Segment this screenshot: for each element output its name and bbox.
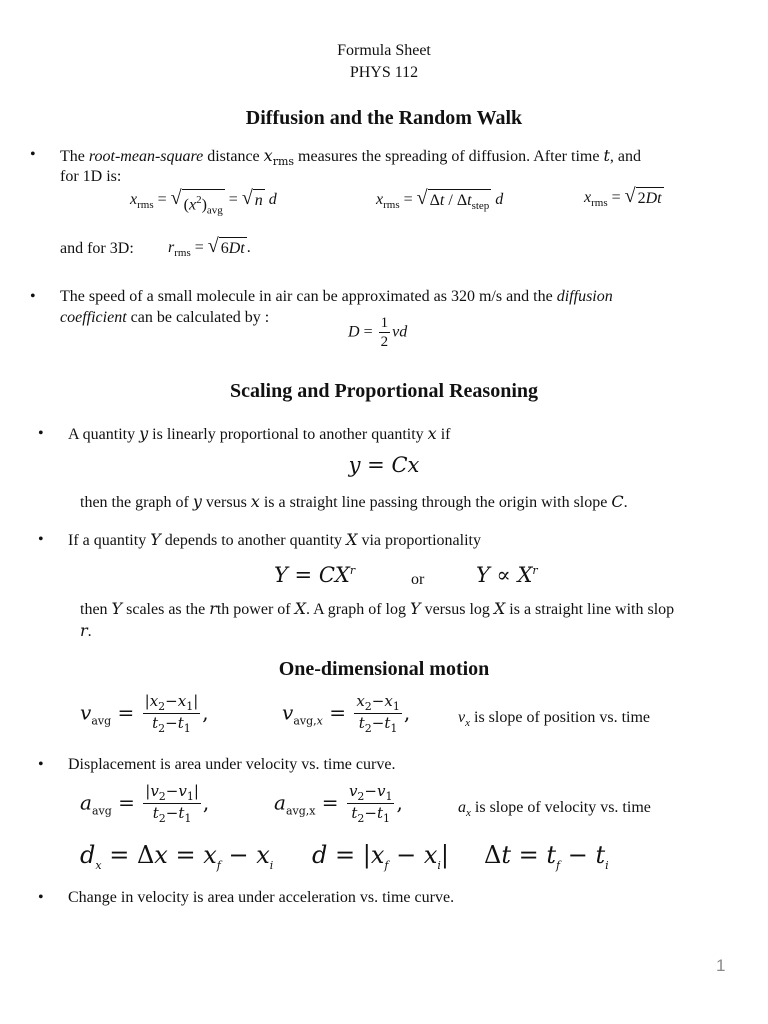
slope-velocity: $a_x$ is slope of velocity vs. time (458, 799, 651, 820)
formula-diffusion-coefficient: D = $\frac{1}{2}$ vd (348, 315, 408, 350)
bullet-marker: • (38, 756, 44, 773)
text-run: can be calculated by : (130, 309, 270, 326)
bullet-marker: • (30, 288, 36, 305)
text-run: , and (609, 148, 641, 165)
text-run: is slope of velocity vs. time (474, 799, 651, 816)
formula-xrms-1d-a: $x_{rms}$ = √ $(x^2)_{avg}$ = √ n d (130, 188, 277, 222)
text-run: scales as the (126, 601, 206, 618)
rms-paragraph-line2: for 1D is: (60, 168, 122, 185)
symbol-xrms: $x_{rms}$ (263, 146, 295, 169)
text-run: If a quantity (68, 532, 147, 549)
text-run: if (440, 426, 451, 443)
linear-then-paragraph: then the graph of y versus x is a straight line passing through the origin with slope C. (80, 492, 628, 511)
section-heading-scaling: Scaling and Proportional Reasoning (229, 380, 539, 402)
power-paragraph: If a quantity Y depends to another quantity X via proportionality (68, 530, 481, 549)
page-number: 1 (716, 956, 726, 975)
section-heading-diffusion: Diffusion and the Random Walk (245, 107, 523, 129)
text-run: versus log (424, 601, 490, 618)
formula-rrms-3d: $r_{rms}$ = √ 6Dt . (168, 235, 251, 260)
text-run: distance (207, 148, 260, 165)
text-run-italic: root-mean-square (88, 148, 204, 165)
slope-position: $v_x$ is slope of position vs. time (458, 709, 650, 730)
text-run-italic: coefficient (60, 309, 127, 326)
sheet-title: Formula Sheet (337, 42, 431, 59)
power-or: or (411, 571, 425, 588)
linear-paragraph: A quantity y is linearly proportional to another quantity x if (68, 424, 451, 443)
text-run: is a straight line with slop (509, 601, 675, 618)
symbol-t: t (603, 146, 610, 165)
change-velocity-text: Change in velocity is area under acceleration vs. time curve. (68, 889, 455, 906)
text-run: via proportionality (361, 532, 481, 549)
formula-delta-t: $\Delta t = t_f - t_i$ (484, 841, 609, 872)
text-run: then the graph of (80, 494, 189, 511)
text-run: is a straight line passing through the origin with slope (263, 494, 608, 511)
formula-proportional: $Y \propto X^r$ (476, 563, 538, 587)
section-heading-motion: One-dimensional motion (278, 658, 490, 680)
text-run: is linearly proportional to another quantity (152, 426, 424, 443)
formula-linear: y = Cx (348, 453, 420, 477)
power-then-paragraph: then Y scales as the rth power of X. A graph of log Y versus log X is a straight line with slop (80, 599, 675, 618)
text-run: measures the spreading of diffusion. After time (298, 148, 600, 165)
formula-xrms-1d-b: $x_{rms}$ = √ Δt / $\Delta t_{step}$ d (376, 188, 503, 217)
text-run: The speed of a small molecule in air can be approximated as 320 m/s and the (60, 288, 553, 305)
text-run: versus (205, 494, 247, 511)
formula-v-avg-x: $v_{avg,x}$ = $\frac{x_2-x_1}{t_2-t_1}$ , (282, 692, 411, 735)
rms-3d-label: and for 3D: (60, 240, 134, 257)
formula-xrms-1d-c: $x_{rms}$ = √ 2Dt (584, 185, 662, 210)
formula-displacement: $d_x = \Delta x = x_f - x_i$ (80, 841, 274, 872)
formula-power-law: $Y = CX^r$ (274, 563, 356, 587)
speed-paragraph (60, 286, 750, 307)
formula-distance: $d = |x_f - x_i|$ (312, 841, 449, 872)
text-run: The (60, 148, 85, 165)
rms-paragraph (60, 145, 750, 172)
course-code: PHYS 112 (349, 64, 419, 81)
bullet-marker: • (30, 146, 36, 163)
power-then-paragraph-line2: r. (80, 621, 92, 640)
bullet-marker: • (38, 425, 44, 442)
text-run: A quantity (68, 426, 136, 443)
formula-v-avg: $v_{avg}$ = $\frac{|x_2-x_1|}{t_2-t_1}$ , (80, 692, 209, 735)
displacement-text: Displacement is area under velocity vs. time curve. (68, 756, 396, 773)
formula-a-avg: $a_{avg}$ = $\frac{|v_2-v_1|}{t_2-t_1}$ , (80, 782, 210, 825)
text-run: is slope of position vs. time (474, 709, 650, 726)
text-run: th power of (216, 601, 291, 618)
text-run: depends to another quantity (164, 532, 343, 549)
text-run: then (80, 601, 108, 618)
speed-paragraph-line2 (60, 307, 269, 328)
text-run: . A graph of log (306, 601, 406, 618)
bullet-marker: • (38, 531, 44, 548)
bullet-marker: • (38, 889, 44, 906)
formula-a-avg-x: $a_{avg,x}$ = $\frac{v_2-v_1}{t_2-t_1}$ , (274, 782, 403, 825)
text-run-italic: diffusion (556, 288, 613, 305)
